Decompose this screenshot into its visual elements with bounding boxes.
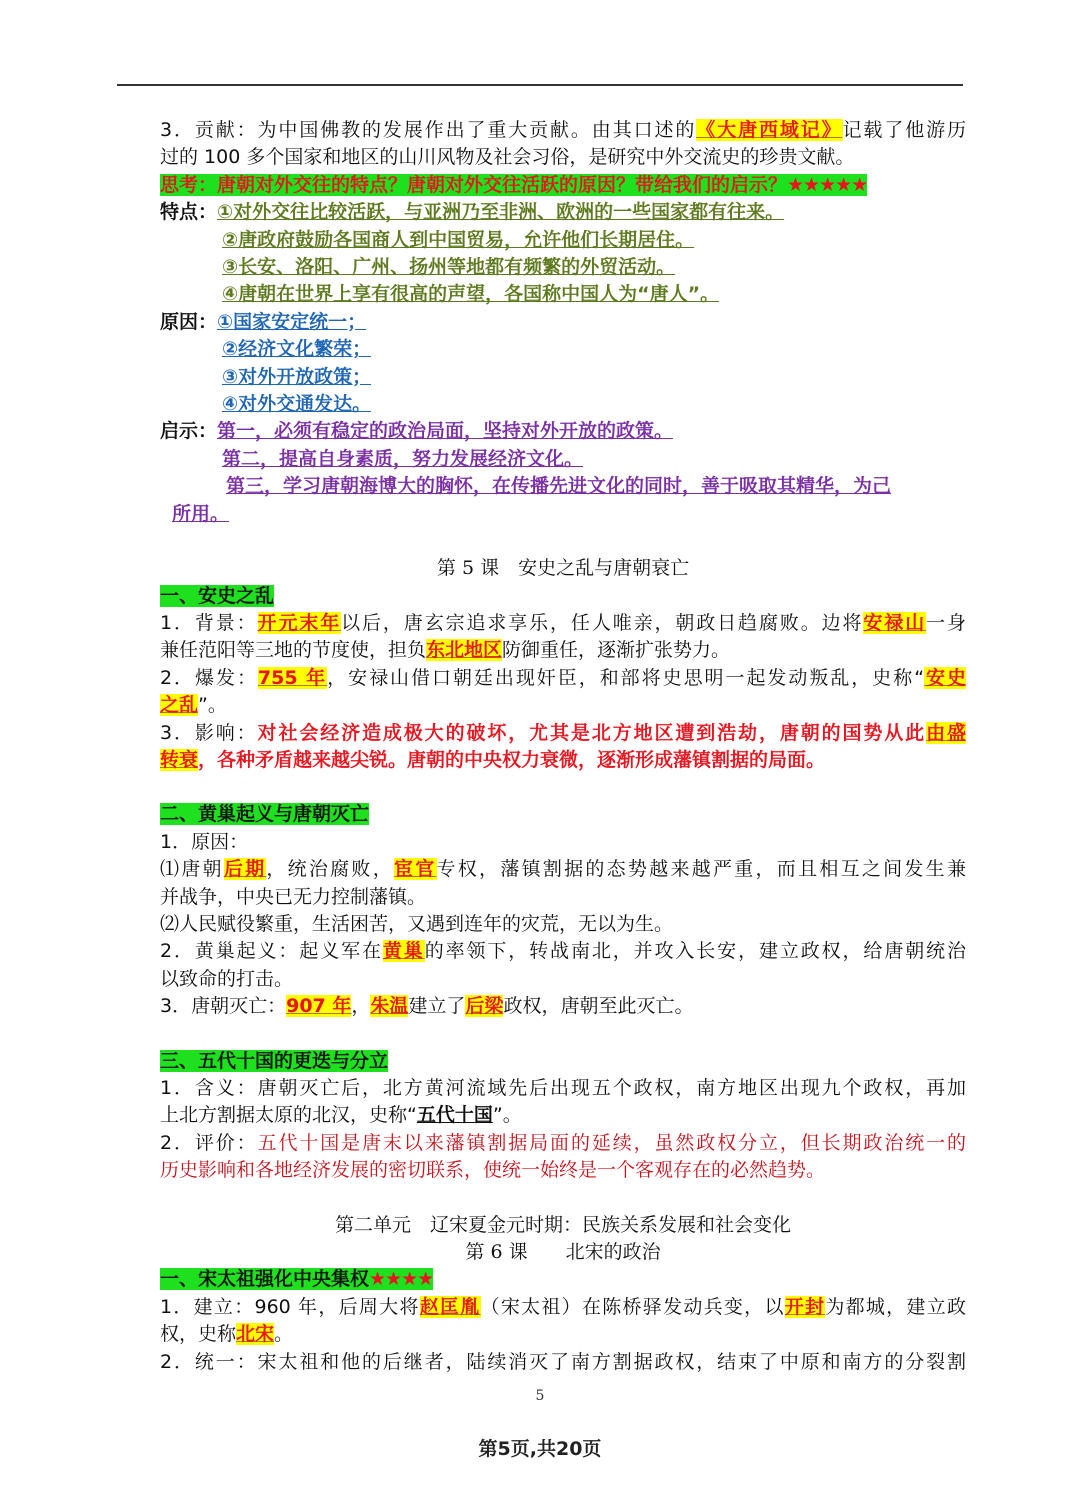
meaning-line-2: 上北方割据太原的北汉，史称“五代十国”。 [160, 1104, 522, 1127]
header-rule [117, 84, 963, 86]
cause-2: ⑵人民赋役繁重，生活困苦，又遇到连年的灾荒，无以为生。 [160, 912, 674, 935]
keyword-book-title: 《大唐西域记》 [696, 119, 843, 141]
huangchao-line-2: 以致命的打击。 [160, 967, 294, 990]
evaluation-line-1: 2．评价：五代十国是唐末以来藩镇割据局面的延续，虽然政权分立，但长期政治统一的 [160, 1131, 966, 1154]
features-item-1: 特点：①对外交往比较活跃，与亚洲乃至非洲、欧洲的一些国家都有往来。 [160, 201, 785, 224]
huangchao-line-1: 2．黄巢起义：起义军在黄巢的率领下，转战南北，并攻入长安，建立政权，给唐朝统治 [160, 940, 966, 963]
reasons-item-2: ②经济文化繁荣； [222, 338, 372, 361]
cause-1-line-1: ⑴唐朝后期，统治腐败，宦官专权，藩镇割据的态势越来越严重，而且相互之间发生兼 [160, 858, 966, 881]
tang-fall: 3．唐朝灭亡：907 年，朱温建立了后梁政权，唐朝至此灭亡。 [160, 995, 694, 1018]
section-heading-2: 二、黄巢起义与唐朝灭亡 [160, 803, 370, 826]
reasons-item-1: 原因：①国家安定统一； [160, 310, 367, 333]
insights-label: 启示： [160, 420, 218, 443]
page-number: 5 [535, 1388, 545, 1404]
think-question: 思考：唐朝对外交往的特点？唐朝对外交往活跃的原因？带给我们的启示？★★★★★ [160, 173, 868, 196]
insights-item-3-cont: 所用。 [172, 502, 230, 525]
insights-item-1: 启示：第一，必须有稳定的政治局面，坚持对外开放的政策。 [160, 420, 674, 443]
unify-line-1: 2．统一：宋太祖和他的后继者，陆续消灭了南方割据政权，结束了中原和南方的分裂割 [160, 1350, 966, 1373]
features-item-4: ④唐朝在世界上享有很高的声望，各国称中国人为“唐人”。 [222, 283, 720, 306]
document-body [160, 117, 966, 1376]
star-rating: ★★★★★ [787, 173, 868, 196]
insights-item-3: 第三，学习唐朝海博大的胸怀，在传播先进文化的同时，善于吸取其精华，为己 [226, 475, 892, 498]
contrib-line-2: 过的 100 多个国家和地区的山川风物及社会习俗，是研究中外交流史的珍贵文献。 [160, 146, 855, 169]
section-heading-l6-1: 一、宋太祖强化中央集权★★★★ [160, 1268, 434, 1291]
establish-line-2: 权，史称北宋。 [160, 1323, 294, 1346]
reasons-item-3: ③对外开放政策； [222, 365, 372, 388]
features-item-2: ②唐政府鼓励各国商人到中国贸易，允许他们长期居住。 [222, 228, 695, 251]
background-line-2: 兼任范阳等三地的节度使，担负东北地区防御重任，逐渐扩张势力。 [160, 639, 731, 662]
contrib-line-1: 3．贡献：为中国佛教的发展作出了重大贡献。由其口述的《大唐西域记》记载了他游历 [160, 119, 966, 141]
section-heading-1: 一、安史之乱 [160, 584, 275, 607]
page-footer: 第5页,共20页 [478, 1438, 602, 1460]
outbreak-line-1: 2．爆发：755 年，安禄山借口朝廷出现奸臣，和部将史思明一起发动叛乱，史称“安史 [160, 666, 966, 689]
features-label: 特点： [160, 201, 218, 224]
section-heading-3: 三、五代十国的更迭与分立 [160, 1049, 389, 1072]
outbreak-line-2: 之乱”。 [160, 694, 227, 717]
establish-line-1: 1．建立：960 年，后周大将赵匡胤（宋太祖）在陈桥驿发动兵变，以开封为都城，建立政 [160, 1295, 966, 1318]
evaluation-line-2: 历史影响和各地经济发展的密切联系，使统一始终是一个客观存在的必然趋势。 [160, 1159, 826, 1182]
lesson5-title: 第 5 课 安史之乱与唐朝衰亡 [436, 557, 690, 580]
insights-item-2: 第二，提高自身素质，努力发展经济文化。 [222, 447, 584, 470]
impact-line-2: 转衰，各种矛盾越来越尖锐。唐朝的中央权力衰微，逐渐形成藩镇割据的局面。 [160, 748, 826, 771]
lesson6-title: 第 6 课 北宋的政治 [465, 1241, 661, 1264]
reasons-label: 原因： [160, 310, 218, 333]
background-line-1: 1．背景：开元末年以后，唐玄宗追求享乐，任人唯亲，朝政日趋腐败。边将安禄山一身 [160, 611, 966, 634]
reasons-item-4: ④对外交通发达。 [222, 393, 372, 416]
features-item-3: ③长安、洛阳、广州、扬州等地都有频繁的外贸活动。 [222, 256, 676, 279]
unit2-title: 第二单元 辽宋夏金元时期：民族关系发展和社会变化 [334, 1213, 791, 1236]
cause-label: 1．原因： [160, 830, 249, 853]
star-rating: ★★★★ [369, 1268, 434, 1291]
meaning-line-1: 1．含义：唐朝灭亡后，北方黄河流域先后出现五个政权，南方地区出现九个政权，再加 [160, 1077, 966, 1099]
impact-line-1: 3．影响：对社会经济造成极大的破坏，尤其是北方地区遭到浩劫，唐朝的国势从此由盛 [160, 721, 966, 744]
cause-1-line-2: 并战争，中央已无力控制藩镇。 [160, 885, 427, 908]
